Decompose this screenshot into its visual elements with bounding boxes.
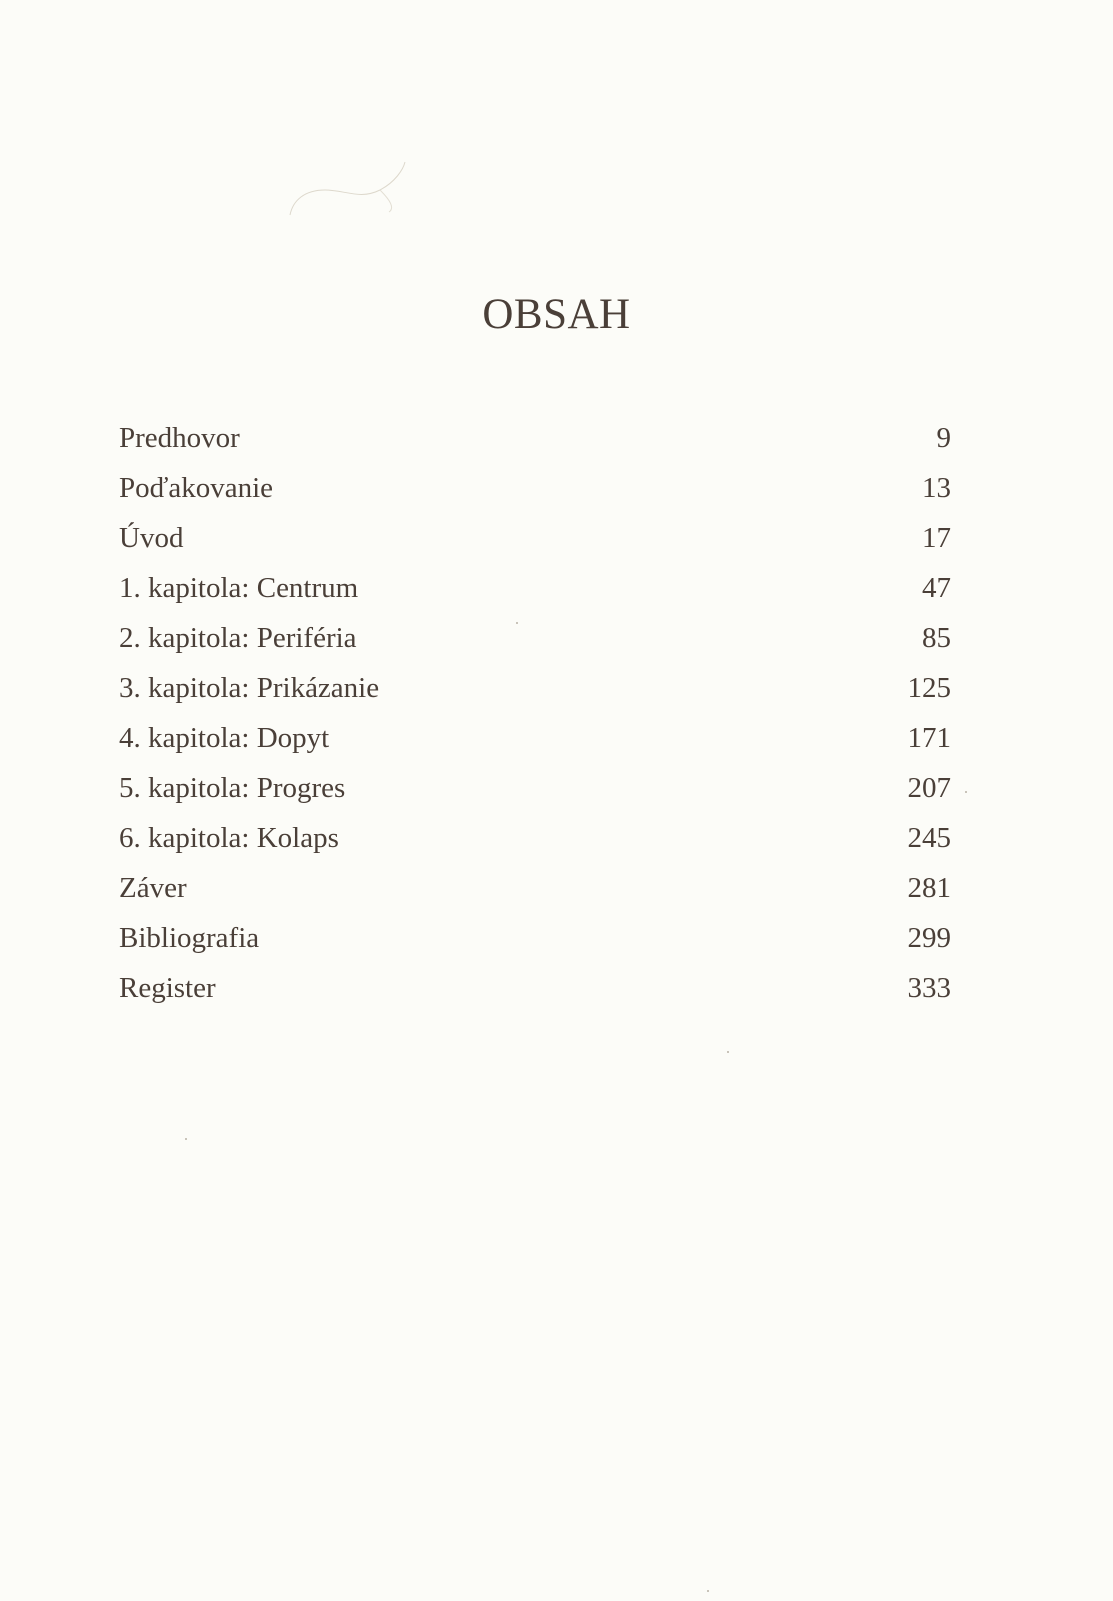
toc-entry-label: Úvod bbox=[119, 522, 184, 554]
toc-entry bbox=[119, 520, 951, 570]
toc-entry-page: 47 bbox=[922, 572, 951, 604]
toc-entry bbox=[119, 820, 951, 870]
toc-entry bbox=[119, 920, 951, 970]
toc-entry bbox=[119, 870, 951, 920]
toc-entry-page: 245 bbox=[907, 822, 951, 854]
paper-speck bbox=[516, 622, 518, 624]
toc-entry-label: Poďakovanie bbox=[119, 472, 274, 504]
toc-entry-label: Bibliografia bbox=[119, 922, 260, 954]
toc-entry-label: 5. kapitola: Progres bbox=[119, 772, 346, 804]
toc-entry-label: 3. kapitola: Prikázanie bbox=[119, 672, 380, 704]
toc-entry-page: 13 bbox=[922, 472, 951, 504]
paper-speck bbox=[727, 1051, 729, 1053]
toc-entry-label: 1. kapitola: Centrum bbox=[119, 572, 359, 604]
toc-entry-page: 17 bbox=[922, 522, 951, 554]
toc-entry-page: 125 bbox=[907, 672, 951, 704]
toc-entry bbox=[119, 770, 951, 820]
toc-entry bbox=[119, 570, 951, 620]
toc-entry-page: 85 bbox=[922, 622, 951, 654]
toc-entry-page: 171 bbox=[907, 722, 951, 754]
toc-entry-page: 333 bbox=[907, 972, 951, 1004]
toc-entry-label: Predhovor bbox=[119, 422, 240, 454]
toc-entry bbox=[119, 470, 951, 520]
paper-speck bbox=[185, 1138, 187, 1140]
toc-entry bbox=[119, 620, 951, 670]
toc-entry-page: 299 bbox=[907, 922, 951, 954]
toc-entry bbox=[119, 420, 951, 470]
table-of-contents bbox=[119, 420, 951, 1020]
toc-entry bbox=[119, 970, 951, 1020]
toc-entry-label: 4. kapitola: Dopyt bbox=[119, 722, 330, 754]
toc-entry-page: 9 bbox=[936, 422, 951, 454]
stray-hair-mark bbox=[285, 160, 415, 230]
paper-speck bbox=[965, 791, 967, 793]
toc-entry-label: Záver bbox=[119, 872, 187, 904]
toc-entry-page: 207 bbox=[907, 772, 951, 804]
toc-entry-page: 281 bbox=[907, 872, 951, 904]
toc-entry-label: Register bbox=[119, 972, 216, 1004]
page-title: OBSAH bbox=[482, 291, 631, 338]
toc-entry bbox=[119, 670, 951, 720]
paper-speck bbox=[707, 1590, 709, 1592]
toc-entry bbox=[119, 720, 951, 770]
toc-entry-label: 6. kapitola: Kolaps bbox=[119, 822, 339, 854]
toc-entry-label: 2. kapitola: Periféria bbox=[119, 622, 357, 654]
